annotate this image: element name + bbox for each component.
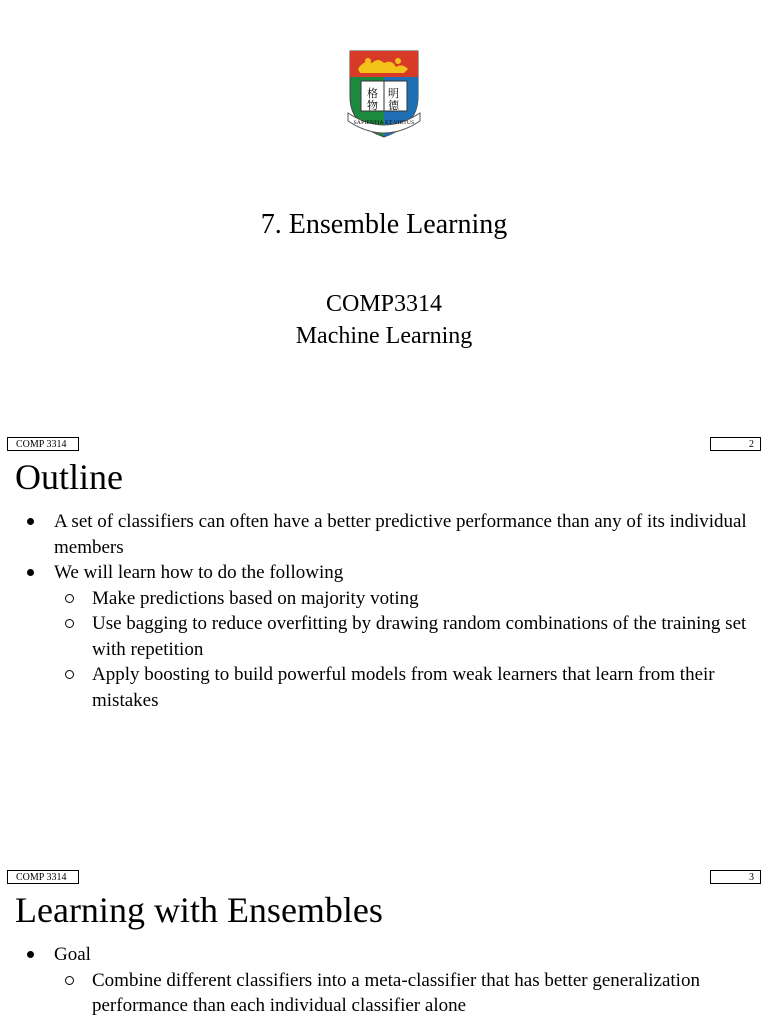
bullet-list: [54, 942, 754, 1019]
course-tag: COMP 3314: [7, 870, 79, 884]
crest-char-1: 格: [367, 87, 378, 100]
crest-char-3: 物: [367, 99, 378, 112]
page-number: 2: [710, 437, 761, 451]
course-name: Machine Learning: [295, 323, 473, 349]
university-crest-logo: [344, 47, 424, 140]
bullet-list: [54, 509, 754, 713]
crest-char-4: 德: [388, 99, 399, 112]
list-item: [54, 942, 754, 1019]
bullet-text: Goal: [54, 944, 91, 965]
slide-title: Learning with Ensembles: [15, 890, 383, 930]
sub-list-item: [92, 611, 754, 662]
course-code: COMP3314: [325, 291, 443, 317]
sub-bullet-text: Combine different classifiers into a meta-classifier that has better generalization performance than each individual classifier alone: [92, 969, 700, 1016]
sub-bullet-list: [54, 968, 754, 1019]
list-item: [54, 560, 754, 713]
list-item: [54, 509, 754, 560]
sub-list-item: [92, 662, 754, 713]
sub-bullet-list: [54, 586, 754, 714]
sub-list-item: [92, 968, 754, 1019]
bullet-text: A set of classifiers can often have a better predictive performance than any of its individual members: [54, 511, 747, 558]
deck-title: 7. Ensemble Learning: [260, 209, 508, 240]
crest-motto: SAPIENTIA ET VIRTUS: [353, 120, 415, 126]
page-number: 3: [710, 870, 761, 884]
crest-char-2: 明: [388, 87, 399, 100]
sub-bullet-text: Make predictions based on majority voting: [92, 587, 419, 609]
course-tag: COMP 3314: [7, 437, 79, 451]
bullet-text: We will learn how to do the following: [54, 562, 344, 583]
slide-title: Outline: [15, 457, 123, 497]
sub-bullet-text: Apply boosting to build powerful models from weak learners that learn from their mistakes: [92, 664, 715, 711]
sub-list-item: [92, 586, 754, 612]
sub-bullet-text: Use bagging to reduce overfitting by drawing random combinations of the training set with repetition: [92, 613, 747, 660]
